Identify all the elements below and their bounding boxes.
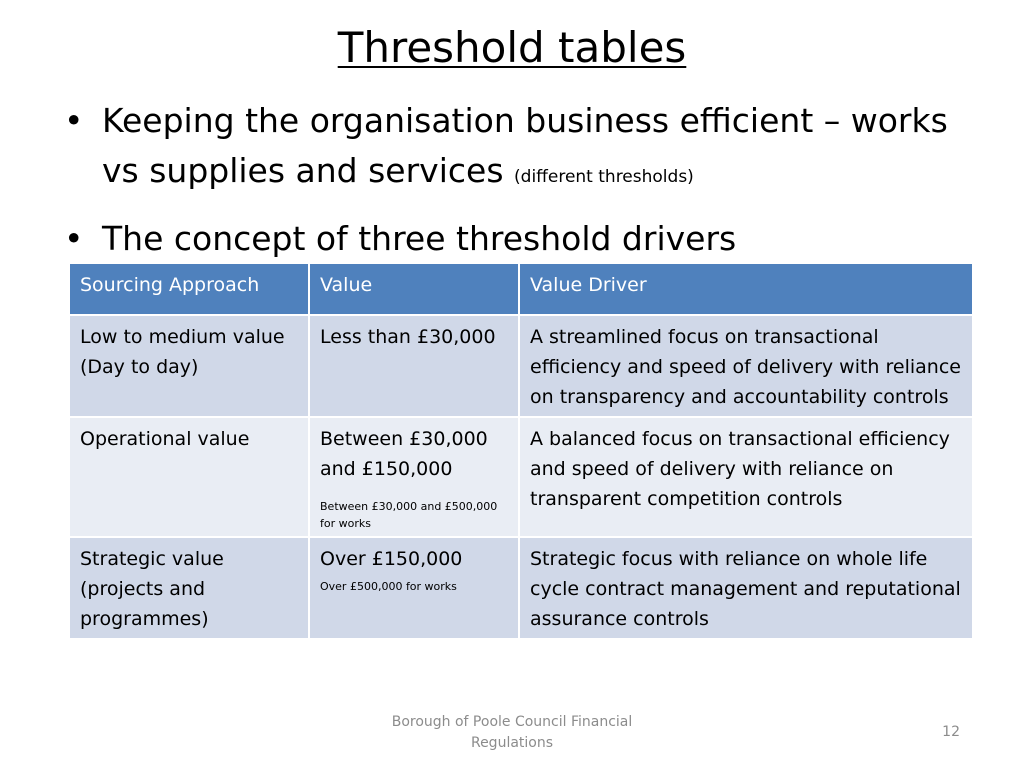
cell-value-driver: A streamlined focus on transactional efficiency and speed of delivery with reliance on transparency and accountability controls xyxy=(519,315,973,417)
works-threshold-note: Between £30,000 and £500,000 for works xyxy=(320,500,498,530)
value-text: Over £150,000 xyxy=(320,548,463,570)
cell-sourcing-approach: Operational value xyxy=(69,417,309,537)
column-header-sourcing-approach: Sourcing Approach xyxy=(69,263,309,315)
threshold-table-container xyxy=(68,262,972,640)
value-text: Between £30,000 and £150,000 xyxy=(320,428,488,480)
cell-value xyxy=(309,417,519,537)
cell-sourcing-approach: Strategic value (projects and programmes) xyxy=(69,537,309,639)
cell-value-driver: Strategic focus with reliance on whole life cycle contract management and reputational assurance controls xyxy=(519,537,973,639)
cell-sourcing-approach: Low to medium value (Day to day) xyxy=(69,315,309,417)
cell-value xyxy=(309,315,519,417)
column-header-value: Value xyxy=(309,263,519,315)
bullet-note: (different thresholds) xyxy=(514,167,694,187)
page-number: 12 xyxy=(942,724,960,740)
bullet-list xyxy=(62,96,982,276)
cell-value-driver: A balanced focus on transactional efficiency and speed of delivery with reliance on transparent competition controls xyxy=(519,417,973,537)
table-row xyxy=(69,417,973,537)
slide-title: Threshold tables xyxy=(337,23,687,72)
table-header-row xyxy=(69,263,973,315)
bullet-item xyxy=(62,214,982,264)
table-row xyxy=(69,315,973,417)
bullet-text: The concept of three threshold drivers xyxy=(102,219,737,258)
bullet-text: Keeping the organisation business efficient – works vs supplies and services xyxy=(102,101,948,190)
cell-value xyxy=(309,537,519,639)
bullet-item xyxy=(62,96,982,202)
bullet-dot-icon: • xyxy=(64,219,84,258)
bullet-dot-icon: • xyxy=(64,101,84,140)
table-row xyxy=(69,537,973,639)
value-text: Less than £30,000 xyxy=(320,326,496,348)
threshold-table xyxy=(68,262,974,640)
footer-text: Borough of Poole Council Financial Regulations xyxy=(391,714,633,751)
column-header-value-driver: Value Driver xyxy=(519,263,973,315)
works-threshold-note: Over £500,000 for works xyxy=(320,580,457,593)
